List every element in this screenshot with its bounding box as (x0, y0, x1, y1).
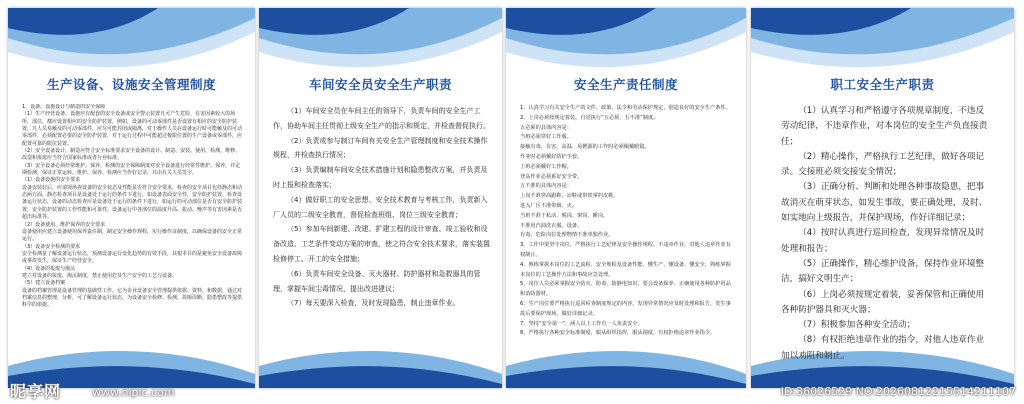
paragraph: 设备的档案管理是设备管理的基础性工作，它为企业设备安全管理提供依据、资料，和数据，通过对档案信息的整理，分析，可了解设备运行状态，为设备安全检修、检测、故障诊断、隐患整改等提供科学的依据。 (22, 287, 243, 309)
paragraph: 五不准的具体内容是： (520, 183, 572, 190)
paragraph: （4）设备的报废与淘汰 (22, 265, 76, 272)
paragraph: （1）认真学习和严格遵守各项规章制度，不违反劳动纪律，不违章作业，对本岗位的安全生产负直接责任； (781, 106, 988, 147)
paragraph: （1）生产经营设备，设施应有配套的安全设备或安全警示装置凡可产生危险，有害因素较大的场所、部位，都应设置相应的安全防护装置，例如，设备的可动零部件是否设置有相应的安全防护装置，凡人员易触及的可动零部件，应尽可能封闭或隔离，对于操作人员在设备运行时可能触及的可动零部件，必须配置必要的安全防护装置，对于运行过程中可能超过极限位置的生产设备或零部件，应配置可靠的限位装置。 (22, 111, 243, 147)
paragraph: 当班不准干私活、脱岗、窜岗、睡岗。 (520, 212, 609, 219)
paragraph: （6）负责车间安全设备、灭火器材、防护器材和急救器具的管理，掌握车间尘毒情况，提出改进建议； (273, 269, 481, 293)
board-workshop-safety-officer (259, 8, 502, 388)
paragraph: 上班必须戴好工作帽。 (520, 163, 572, 170)
paragraph: （1）设备设施的安全要求 (22, 177, 81, 184)
paragraph: （1）车间安全员在车间主任的领导下，负责车间的安全生产工作，协助车间主任贯彻上级安全生产的指示和规定，并检查督促执行。 (273, 107, 490, 130)
paragraph: （4）按时认真进行巡回检查，发现异常情况及时处理和报告； (781, 228, 985, 254)
paragraph: （5）建立设备档案 (22, 280, 66, 287)
paragraph: （2）负责或参与制订车间有关安全生产管理制度和安全技术操作规程，并检查执行情况； (273, 136, 488, 160)
paragraph: 3、工作中要坚守岗位，严格执行工艺纪律及安全操作规程，不违章作业，对他人违章作业有权制止。 (520, 242, 731, 258)
paragraph: 设备安装好后，应请现场查设备的安全状态及性能是否符合安全要求，检查的安全项目包括静态和动态两方面，静态检查项目是设备处于运行的条件下进行，如设备表面安全性，安全防护装置，检查设备运行状态，设备的动态检查应是设备处于运行的条件下进行，如运行的可动部位是否有安全防护装置，安全防护装置的工作性能和可靠性，设备运行中各部位的温度升高、振动、噪声等有害因素是否超出标准等。 (22, 184, 243, 221)
paragraph: 5、岗位人员必须掌握安全防火、防毒、防静电知识，要会设备保养，正确使用各种防护用品和消防器材。 (520, 281, 731, 298)
paragraph: 作业时必须戴好防护手套。 (520, 153, 583, 160)
board-title: 职工安全生产职责 (830, 77, 935, 92)
watermark-id: ID:36026529 NO:20260812215514211107 (780, 385, 1016, 398)
paragraph: 有毒、危险岗位处理物情不准单独作业。 (520, 232, 614, 239)
board-safety-responsibility (506, 8, 746, 388)
board-body (781, 104, 988, 362)
paragraph: 登高作业必须系好安全带。 (520, 173, 583, 180)
paragraph: （5）正确操作，精心维护设备，保持作业环境整洁，搞好文明生产； (781, 258, 985, 285)
paragraph: 1、认真学习有关安全生产的文件、政策、法令和劳动保护规定，创造良好的安全生产条件。 (520, 105, 731, 111)
paragraph: 上岗不准穿高跟鞋、凉鞋或带铁掌的皮鞋。 (520, 193, 619, 200)
board-title: 生产设备、设施安全管理制度 (46, 77, 216, 92)
paragraph: （3）安全设备必须经常维护、保养，检测的安全保障制度对安全设备进行经常性维护、保养，并定期检测，保证正常运转。维护、保养、检测应当作好记录，并由有关人员签字。 (22, 162, 241, 177)
board-equipment-safety (8, 8, 255, 388)
board-title: 车间安全员安全生产职责 (308, 77, 452, 92)
watermark-url: www.nipic.com (92, 386, 175, 399)
paragraph: （2）设备使用、维护保养的安全要求 (22, 221, 106, 228)
paragraph: 当班必须穿好工作服。 (520, 134, 572, 141)
paragraph: 1、设备、设施设计与制造的安全保障 (22, 104, 106, 110)
paragraph: （3）设备安全检测的要求 (22, 243, 81, 250)
paragraph: 4、熟练掌握本岗位的工艺流程、安全规程及设备性能，懂生产、懂设备、懂安全，熟练掌握本岗位的工艺操作方法和事故应急处理。 (520, 261, 731, 278)
paragraph: 6、生产岗位要严格执行巡回检查制度规定的内容，发现异常情况应及时处理和报告，发生事故后要保护现场，做好详细记录。 (520, 300, 731, 317)
paragraph: （7）积极参加各种安全活动； (798, 320, 916, 331)
paragraph: 建立对设备的报废、淘汰制度，禁止使用危及生产安全的工艺与设备。 (22, 272, 178, 279)
board-body (22, 104, 243, 362)
paragraph: （3）正确分析、判断和处理各种事故隐患，把事故消灭在萌芽状态，如发生事故，要正确处理，及时、如实地向上级报告，并保护现场，作好详细记录； (781, 182, 988, 224)
paragraph: 进入厂区不准带烟、火。 (520, 202, 578, 209)
paragraph: 接触有毒、有害、高温、易燃源的工作时必须佩戴眼镜。 (520, 144, 650, 151)
board-employee-safety (751, 8, 1014, 388)
paragraph: （7）每天要深入检查，及时发现隐患，制止违章作业。 (287, 299, 460, 308)
paragraph: 7、坚持“安全第一”，两人以上工作有一人负责安全。 (520, 320, 643, 327)
paragraph: 安全检测是了解设备运行状态，预测设备运行变化趋势的有效手段，其根本目的是避免安全设备故障或事故发生，保证生产经营安全。 (22, 250, 243, 265)
paragraph: 2、上岗必须按规定着装，自觉执行“五必须、五不准”制度。 (520, 114, 659, 121)
watermark-logo: 昵享网 (10, 382, 62, 401)
board-body (520, 104, 734, 362)
paragraph: 设备使用应建立设备使用保养责任制，制定安全操作规程，实行操作证制度，以确保设备的安全正常运行。 (22, 228, 243, 243)
board-body (273, 104, 490, 362)
paragraph: 五必须的具体内容是： (520, 124, 572, 131)
paragraph: （8）有权拒绝违章作业的指令，对他人违章作业加以劝阻和制止。 (781, 335, 985, 361)
board-title: 安全生产责任制度 (573, 77, 678, 92)
paragraph: 8、严格执行各种安全标准制度，服从组织指挥，服从调度，有权拒绝违章作业指令。 (520, 330, 716, 337)
paragraph: （2）精心操作，严格执行工艺纪律，做好各项记录。交接班必须交接安全情况； (781, 151, 985, 178)
paragraph: （4）做好职工的安全思想、安全技术教育与考核工作，负责新入厂人员的二级安全教育，督促检查班组、岗位三级安全教育； (273, 195, 488, 219)
paragraph: （2）安全设备设计，制造应符合安全标准要求安全设备的设计、制造、安装、使用、检测、维修、改造和报废应当符合国家标准或者行业标准。 (22, 148, 241, 162)
paragraph: （5）参加车间新建、改建、扩建工程的设计审查、竣工验收和设备改造、工艺条件变动方案的审查，使之符合安全技术要求，落实装置检修停工、开工的安全措施； (273, 225, 490, 263)
paragraph: （6）上岗必须按规定着装，妥善保管和正确使用各种防护器具和灭火器； (781, 289, 985, 315)
paragraph: 不准用汽油洗衣服、设备。 (520, 222, 583, 229)
paragraph: （3）负责编制车间安全技术措施计划和隐患整改方案，并负责及时上报和检查落实； (273, 166, 488, 189)
